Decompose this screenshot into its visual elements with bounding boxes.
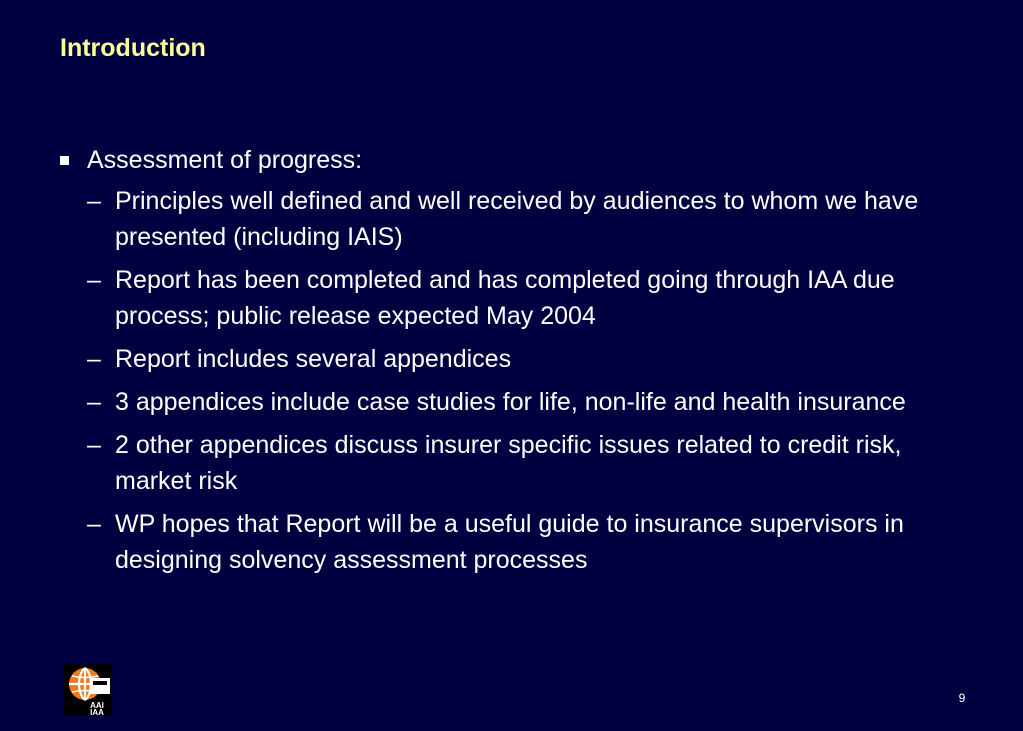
dash-marker: –	[87, 266, 101, 294]
page-number: 9	[958, 691, 966, 705]
dash-marker: –	[87, 510, 101, 538]
sub-bullet-item	[60, 262, 980, 334]
square-bullet-icon	[60, 156, 69, 165]
sub-bullet-text: Report has been completed and has completed going through IAA due process; public release expected May 2004	[115, 266, 895, 330]
sub-bullet-text: 2 other appendices discuss insurer specific issues related to credit risk, market risk	[115, 431, 902, 495]
sub-bullet-item	[60, 427, 980, 499]
sub-bullet-text: WP hopes that Report will be a useful guide to insurance supervisors in designing solvency assessment processes	[115, 510, 904, 574]
logo-line1: AAI	[90, 701, 104, 710]
slide-title: Introduction	[60, 34, 206, 62]
dash-marker: –	[87, 431, 101, 459]
sub-bullet-text: 3 appendices include case studies for life, non-life and health insurance	[115, 388, 906, 416]
globe-logo-icon	[64, 664, 112, 716]
dash-marker: –	[87, 187, 101, 215]
sub-bullet-text: Principles well defined and well received by audiences to whom we have presented (including IAIS)	[115, 187, 919, 251]
sub-bullet-text: Report includes several appendices	[115, 345, 512, 373]
slide-content	[60, 142, 980, 585]
bullet-item	[60, 142, 980, 178]
sub-bullet-item	[60, 506, 980, 578]
sub-bullet-item	[60, 384, 980, 420]
dash-marker: –	[87, 388, 101, 416]
bullet-text: Assessment of progress:	[87, 146, 363, 174]
sub-bullet-item	[60, 183, 980, 255]
dash-marker: –	[87, 345, 101, 373]
sub-bullet-item	[60, 341, 980, 377]
logo-line2: IAA	[90, 708, 104, 716]
sub-bullet-list	[60, 183, 980, 578]
